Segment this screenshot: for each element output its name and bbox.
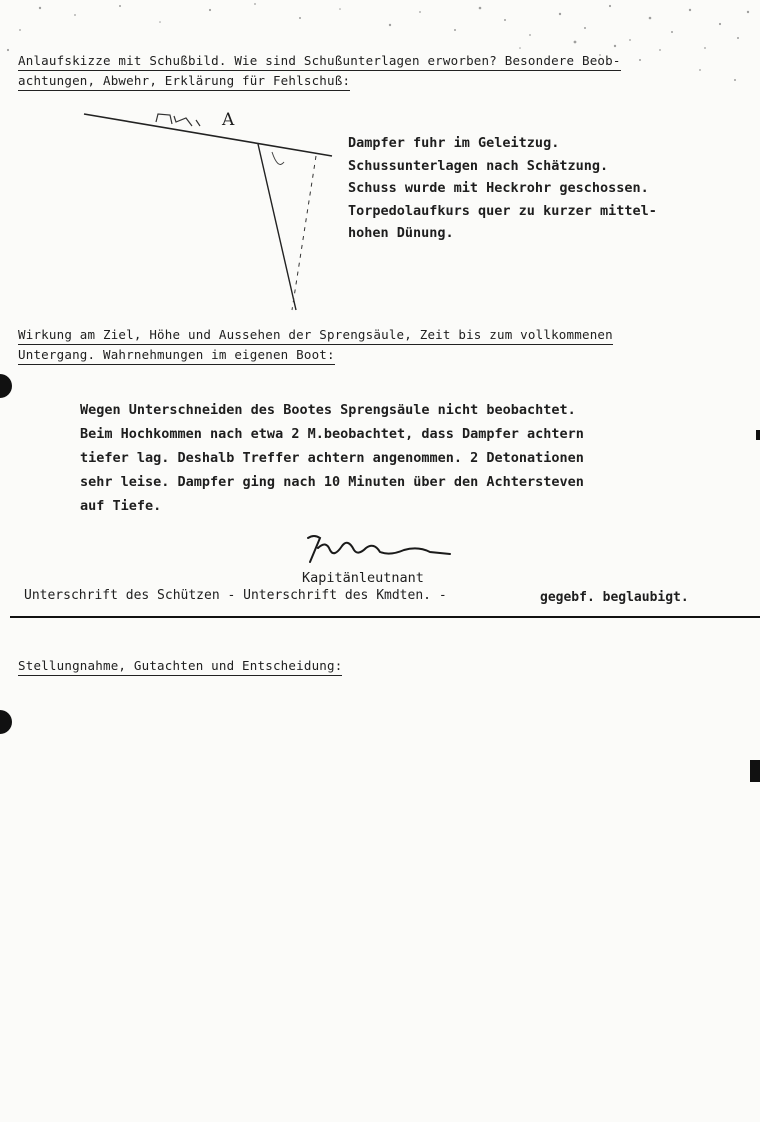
punch-hole xyxy=(0,710,12,734)
sketch-heading-line-2: achtungen, Abwehr, Erklärung für Fehlschuß: xyxy=(18,71,350,91)
sketch-section-heading xyxy=(18,51,621,91)
signer-rank: Kapitänleutnant xyxy=(302,570,424,586)
effect-line: auf Tiefe. xyxy=(80,498,162,514)
observation-line: Schussunterlagen nach Schätzung. xyxy=(348,157,609,174)
effect-text xyxy=(80,398,584,518)
observation-line: Schuss wurde mit Heckrohr geschossen. xyxy=(348,180,649,196)
effect-heading-line-2: Untergang. Wahrnehmungen im eigenen Boot: xyxy=(18,345,335,365)
section-divider xyxy=(10,616,760,618)
observations-text xyxy=(348,132,657,245)
effect-line: Wegen Unterschneiden des Bootes Sprengsäule nicht beobachtet. xyxy=(80,402,576,418)
decision-section-heading xyxy=(18,656,342,676)
observation-line: Dampfer fuhr im Geleitzug. xyxy=(348,135,560,151)
effect-section-heading xyxy=(18,325,613,365)
sketch-target-label: A xyxy=(222,110,235,130)
attack-sketch xyxy=(60,100,350,330)
sketch-heading-line-1: Anlaufskizze mit Schußbild. Wie sind Schußunterlagen erworben? Besondere Beob- xyxy=(18,51,621,71)
edge-mark xyxy=(750,760,760,782)
punch-hole xyxy=(0,374,12,398)
observation-line: Torpedolaufkurs quer zu kurzer mittel- xyxy=(348,202,657,219)
handwritten-signature xyxy=(300,528,460,568)
effect-line: sehr leise. Dampfer ging nach 10 Minuten über den Achtersteven xyxy=(80,474,584,490)
effect-line: tiefer lag. Deshalb Treffer achtern angenommen. 2 Detonationen xyxy=(80,450,584,466)
observation-line: hohen Dünung. xyxy=(348,225,454,241)
attack-sketch-drawing xyxy=(60,100,350,330)
signature-caption: Unterschrift des Schützen - Unterschrift des Kmdten. - xyxy=(24,588,447,603)
certification-note: gegebf. beglaubigt. xyxy=(540,590,689,605)
effect-heading-line-1: Wirkung am Ziel, Höhe und Aussehen der Sprengsäule, Zeit bis zum vollkommenen xyxy=(18,325,613,345)
effect-line: Beim Hochkommen nach etwa 2 M.beobachtet, dass Dampfer achtern xyxy=(80,426,584,442)
edge-mark xyxy=(756,430,760,440)
decision-heading-line: Stellungnahme, Gutachten und Entscheidung: xyxy=(18,656,342,676)
